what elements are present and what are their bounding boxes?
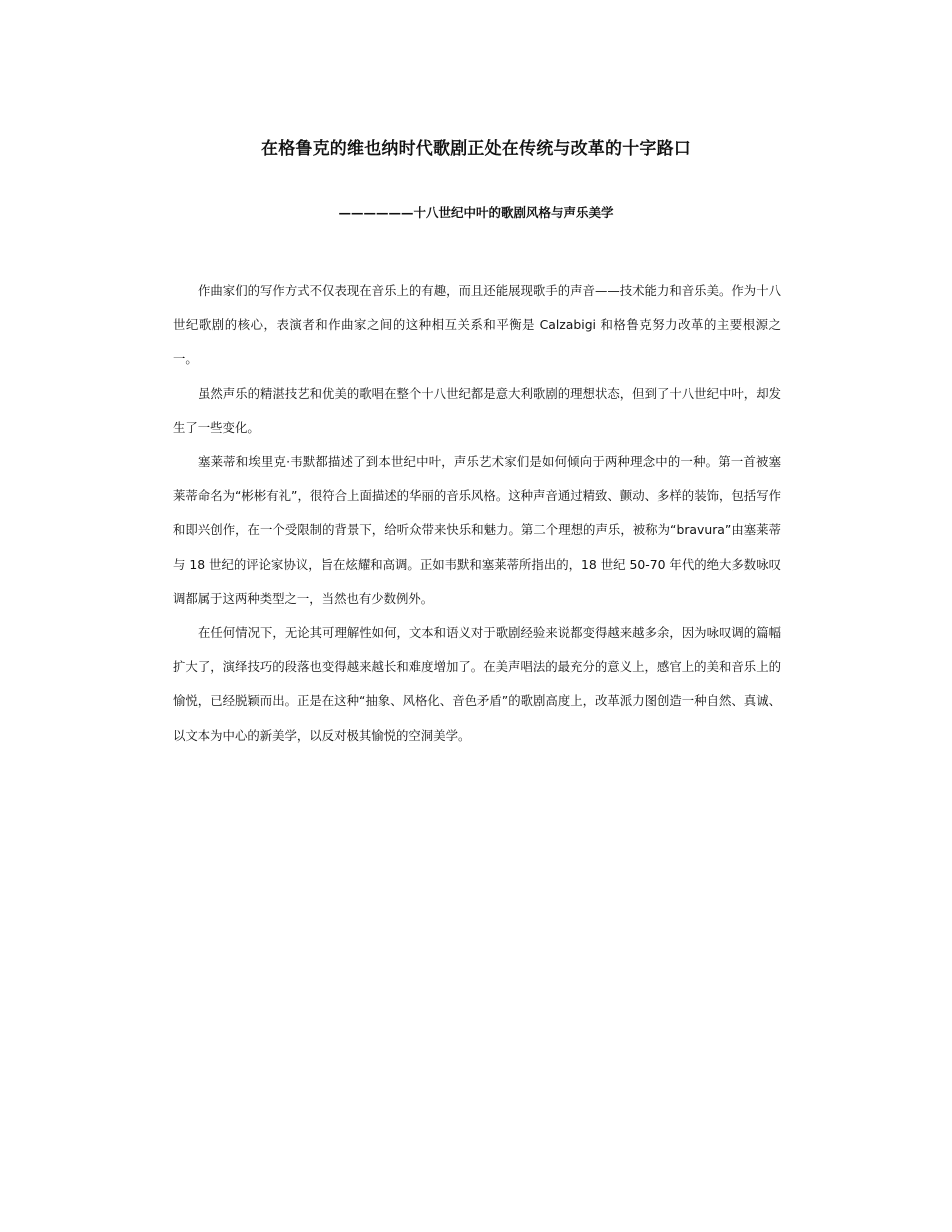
document-body	[173, 274, 781, 753]
paragraph-3: 塞莱蒂和埃里克·韦默都描述了到本世纪中叶，声乐艺术家们是如何倾向于两种理念中的一种。第一首被塞莱蒂命名为“彬彬有礼”，很符合上面描述的华丽的音乐风格。这种声音通过精致、颤动、多样的装饰，包括写作和即兴创作，在一个受限制的背景下，给听众带来快乐和魅力。第二个理想的声乐，被称为“bravura”由塞莱蒂与 18 世纪的评论家协议，旨在炫耀和高调。正如韦默和塞莱蒂所指出的，18 世纪 50-70 年代的绝大多数咏叹调都属于这两种类型之一，当然也有少数例外。	[173, 454, 781, 606]
paragraph-2: 虽然声乐的精湛技艺和优美的歌唱在整个十八世纪都是意大利歌剧的理想状态，但到了十八世纪中叶，却发生了一些变化。	[173, 385, 781, 435]
paragraph-1: 作曲家们的写作方式不仅表现在音乐上的有趣，而且还能展现歌手的声音——技术能力和音乐美。作为十八世纪歌剧的核心，表演者和作曲家之间的这种相互关系和平衡是 Calzabigi 和格鲁克努力改革的主要根源之一。	[173, 283, 781, 367]
document-title: 在格鲁克的维也纳时代歌剧正处在传统与改革的十字路口	[261, 139, 691, 159]
paragraph-4: 在任何情况下，无论其可理解性如何，文本和语义对于歌剧经验来说都变得越来越多余，因为咏叹调的篇幅扩大了，演绎技巧的段落也变得越来越长和难度增加了。在美声唱法的最充分的意义上，感官上的美和音乐上的愉悦，已经脱颖而出。正是在这种“抽象、风格化、音色矛盾”的歌剧高度上，改革派力图创造一种自然、真诚、以文本为中心的新美学，以反对极其愉悦的空洞美学。	[173, 625, 781, 743]
document-subtitle: ——————十八世纪中叶的歌剧风格与声乐美学	[338, 205, 614, 220]
